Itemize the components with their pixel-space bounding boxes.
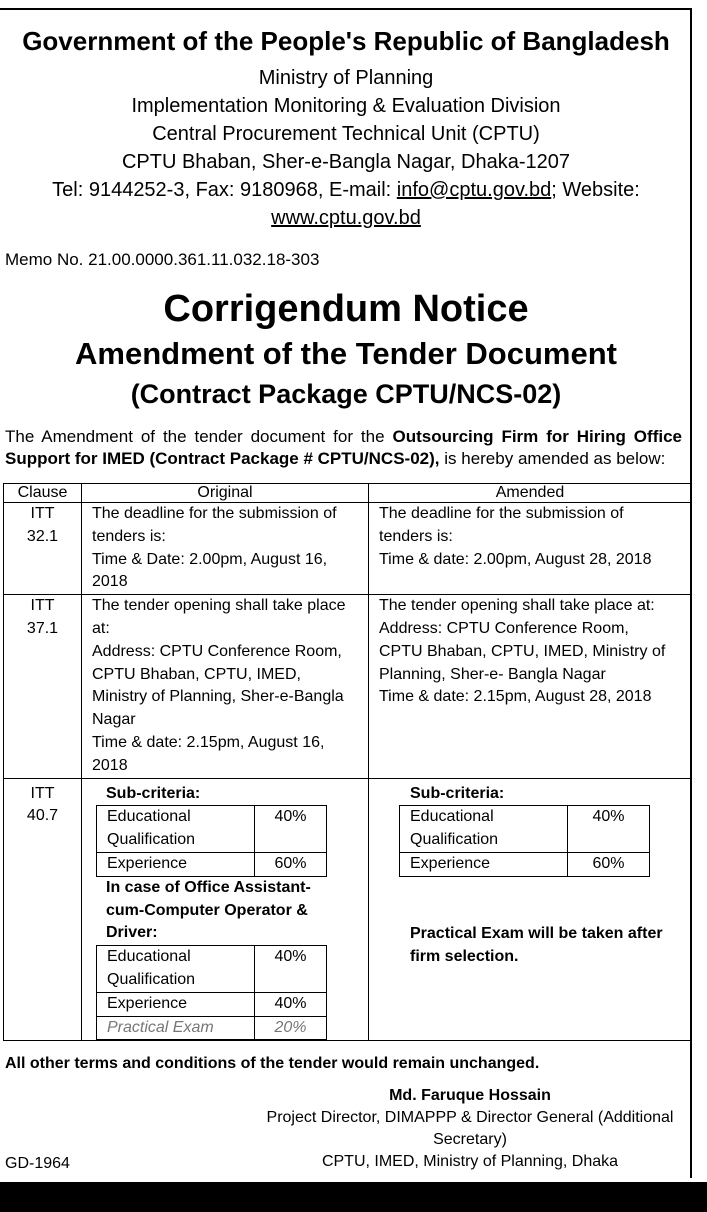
- text-line: Time & date: 2.15pm, August 16,: [92, 733, 325, 751]
- intro-paragraph: [5, 426, 682, 470]
- criteria-label: Practical Exam: [97, 1016, 255, 1040]
- text-line: Time & date: 2.00pm, August 28, 2018: [379, 550, 652, 568]
- criteria-row: [97, 806, 327, 853]
- text-line: CPTU Bhaban, CPTU, IMED,: [92, 665, 301, 683]
- practical-exam-note: Practical Exam will be taken after firm selection.: [410, 924, 663, 965]
- table-row: [4, 595, 692, 778]
- criteria-row: [97, 992, 327, 1016]
- notice-title: Corrigendum Notice: [163, 288, 529, 330]
- text-line: CPTU Bhaban, CPTU, IMED, Ministry of: [379, 642, 666, 660]
- intro-bold: Outsourcing Firm for Hiring Office Support for IMED (Contract Package # CPTU/NCS-02),: [5, 427, 682, 468]
- notice-subtitle: Amendment of the Tender Document: [75, 336, 617, 371]
- text-line: at:: [92, 619, 110, 637]
- signatory-org: CPTU, IMED, Ministry of Planning, Dhaka: [321, 1153, 619, 1170]
- criteria-percent: 60%: [255, 852, 327, 876]
- criteria-label: Educational Qualification: [97, 946, 255, 993]
- contact-prefix: Tel: 9144252-3, Fax: 9180968, E-mail:: [52, 179, 397, 201]
- text-line: Time & date: 2.15pm, August 28, 2018: [379, 688, 652, 706]
- amended-cell: [369, 778, 692, 1041]
- clause-number: 40.7: [26, 807, 59, 825]
- clause-label: ITT: [30, 505, 55, 522]
- clause-label: ITT: [30, 784, 55, 802]
- clause-cell: [4, 778, 82, 1041]
- terms-unchanged-note: All other terms and conditions of the tender would remain unchanged.: [5, 1055, 540, 1072]
- header-original: Original: [82, 484, 369, 503]
- website-label: ; Website:: [551, 179, 640, 201]
- amended-cell: [369, 595, 692, 778]
- sub-criteria-label: Sub-criteria:: [410, 784, 505, 802]
- criteria-row: [400, 852, 650, 876]
- amended-cell: [369, 503, 692, 595]
- text-line: The deadline for the submission of: [379, 505, 624, 522]
- criteria-table: [96, 805, 327, 876]
- clause-number: 37.1: [26, 619, 59, 637]
- criteria-percent: 20%: [255, 1016, 327, 1040]
- government-heading: Government of the People's Republic of Bangladesh: [22, 26, 670, 56]
- criteria-label: Educational Qualification: [400, 806, 568, 853]
- criteria-percent: 40%: [255, 806, 327, 853]
- memo-number: Memo No. 21.00.0000.361.11.032.18-303: [5, 250, 320, 269]
- criteria-percent: 40%: [255, 946, 327, 993]
- clause-label: ITT: [30, 597, 55, 615]
- text-line: 2018: [92, 573, 128, 591]
- text-line: Nagar: [92, 711, 136, 729]
- clause-cell: [4, 503, 82, 595]
- text-line: Address: CPTU Conference Room,: [92, 642, 342, 660]
- criteria-label: Experience: [97, 852, 255, 876]
- text-line: 2018: [92, 756, 128, 774]
- amendment-table: [3, 483, 692, 1041]
- text-line: tenders is:: [379, 527, 453, 545]
- table-row: [4, 503, 692, 595]
- original-cell: [82, 595, 369, 778]
- table-header-row: [4, 484, 692, 503]
- signatory-title-cont: Secretary): [433, 1131, 507, 1148]
- text-line: The tender opening shall take place at:: [379, 597, 655, 615]
- text-line: Planning, Sher-e- Bangla Nagar: [379, 665, 606, 683]
- email-link[interactable]: info@cptu.gov.bd: [396, 179, 552, 201]
- text-line: The deadline for the submission of: [92, 505, 337, 522]
- bottom-bar: [0, 1182, 707, 1212]
- signatory-title: Project Director, DIMAPPP & Director General (Additional: [266, 1109, 674, 1126]
- website-link[interactable]: www.cptu.gov.bd: [271, 207, 421, 229]
- criteria-label: Experience: [400, 852, 568, 876]
- text-line: tenders is:: [92, 527, 166, 545]
- header-amended: Amended: [369, 484, 692, 503]
- text-line: Address: CPTU Conference Room,: [379, 619, 629, 637]
- text-line: Ministry of Planning, Sher-e-Bangla: [92, 688, 344, 706]
- criteria-percent: 40%: [568, 806, 650, 853]
- unit-line: Central Procurement Technical Unit (CPTU): [152, 123, 540, 145]
- intro-suffix: is hereby amended as below:: [439, 449, 666, 468]
- criteria-row: [97, 1016, 327, 1040]
- table-row: [4, 778, 692, 1041]
- address-line: CPTU Bhaban, Sher-e-Bangla Nagar, Dhaka-1207: [121, 151, 571, 173]
- text-line: The tender opening shall take place: [92, 597, 346, 615]
- criteria-label: Experience: [97, 992, 255, 1016]
- sub-criteria-label: Sub-criteria:: [106, 784, 201, 802]
- signatory-name: Md. Faruque Hossain: [389, 1087, 551, 1104]
- criteria-table: [96, 945, 327, 1040]
- header-clause: Clause: [4, 484, 82, 503]
- clause-number: 32.1: [26, 527, 59, 545]
- ministry-line: Ministry of Planning: [258, 67, 434, 89]
- text-line: Time & Date: 2.00pm, August 16,: [92, 550, 328, 568]
- criteria-percent: 40%: [255, 992, 327, 1016]
- intro-prefix: The Amendment of the tender document for the: [5, 427, 393, 446]
- office-assistant-label: In case of Office Assistant- cum-Computer Operator & Driver:: [106, 878, 311, 942]
- criteria-table: [399, 805, 650, 876]
- original-cell: [82, 503, 369, 595]
- original-cell: [82, 778, 369, 1041]
- contract-package: (Contract Package CPTU/NCS-02): [130, 379, 562, 409]
- website-line: [0, 204, 692, 232]
- criteria-label: Educational Qualification: [97, 806, 255, 853]
- division-line: Implementation Monitoring & Evaluation Division: [131, 95, 561, 117]
- contact-line: [0, 176, 692, 204]
- criteria-row: [97, 852, 327, 876]
- criteria-row: [400, 806, 650, 853]
- gd-code: GD-1964: [5, 1155, 70, 1172]
- criteria-row: [97, 946, 327, 993]
- criteria-percent: 60%: [568, 852, 650, 876]
- clause-cell: [4, 595, 82, 778]
